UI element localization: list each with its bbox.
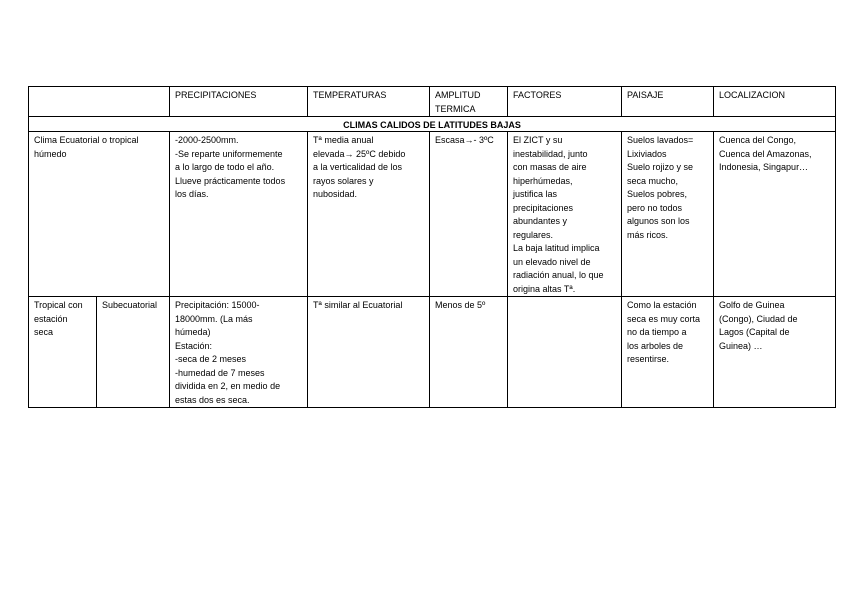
header-amplitud-line: AMPLITUD [435, 90, 481, 100]
cell-line: nubosidad. [313, 189, 358, 199]
cell-line: Como la estación [627, 300, 697, 310]
section-title-row [29, 117, 836, 132]
temperaturas-cell [308, 132, 430, 297]
climate-table [28, 86, 836, 408]
cell-line: abundantes y [513, 216, 568, 226]
cell-line: pero no todos [627, 202, 683, 213]
table-row [29, 132, 836, 297]
cell-line: El ZICT y su [513, 135, 563, 145]
cell-line: húmedo [34, 148, 67, 159]
cell-line: -humedad de 7 meses [175, 367, 265, 378]
cell-line: seca es muy corta [627, 313, 701, 324]
precipitaciones-cell [170, 132, 308, 297]
amplitud-cell [430, 132, 508, 297]
header-paisaje: PAISAJE [622, 87, 714, 117]
cell-line: Clima Ecuatorial o tropical [34, 135, 139, 145]
cell-line: Tª similar al Ecuatorial [313, 300, 403, 310]
cell-line: algunos son los [627, 216, 690, 226]
factores-cell [508, 297, 622, 408]
cell-line: húmeda) [175, 327, 211, 337]
cell-line: Subecuatorial [102, 300, 158, 310]
header-row [29, 87, 836, 117]
cell-line: justifica las [513, 189, 558, 199]
cell-line: precipitaciones [513, 202, 574, 213]
cell-line: -seca de 2 meses [175, 354, 247, 364]
cell-line: origina altas Tª. [513, 283, 576, 294]
cell-line: los días. [175, 189, 209, 199]
cell-line: a la verticalidad de los [313, 162, 403, 172]
cell-line: con masas de aire [513, 162, 587, 172]
cell-line: radiación anual, lo que [513, 270, 604, 280]
table-row [29, 297, 836, 408]
cell-line: más ricos. [627, 229, 669, 240]
header-amplitud-termica [430, 87, 508, 117]
cell-line: los arboles de [627, 340, 684, 351]
cell-line: inestabilidad, junto [513, 148, 588, 159]
climate-subtype-cell [97, 297, 170, 408]
cell-line: Lagos (Capital de [719, 327, 790, 337]
cell-line: Tropical con [34, 300, 83, 310]
cell-line: Estación: [175, 340, 213, 351]
factores-cell [508, 132, 622, 297]
cell-line: seca mucho, [627, 175, 679, 186]
header-precipitaciones: PRECIPITACIONES [170, 87, 308, 117]
cell-line: Menos de 5º [435, 300, 486, 310]
header-temperaturas: TEMPERATURAS [308, 87, 430, 117]
paisaje-cell [622, 132, 714, 297]
localizacion-cell [714, 132, 836, 297]
cell-line: Escasa→- 3ºC [435, 135, 494, 145]
cell-line: regulares. [513, 229, 554, 240]
cell-line: -Se reparte uniformemente [175, 148, 283, 159]
cell-line: -2000-2500mm. [175, 135, 239, 145]
cell-line: Suelos lavados= [627, 135, 694, 145]
cell-line: a lo largo de todo el año. [175, 162, 275, 172]
cell-line: resentirse. [627, 354, 670, 364]
climate-name-cell [29, 297, 97, 408]
paisaje-cell [622, 297, 714, 408]
cell-line: (Congo), Ciudad de [719, 313, 798, 324]
precipitaciones-cell [170, 297, 308, 408]
localizacion-cell [714, 297, 836, 408]
cell-line: Golfo de Guinea [719, 300, 785, 310]
cell-line: no da tiempo a [627, 327, 687, 337]
cell-line: estación [34, 313, 68, 324]
cell-line: Llueve prácticamente todos [175, 175, 286, 186]
cell-line: Tª media anual [313, 135, 374, 145]
cell-line: elevada→ 25ºC debido [313, 148, 406, 159]
cell-line: Suelo rojizo y se [627, 162, 694, 172]
cell-line: estas dos es seca. [175, 394, 250, 405]
cell-line: seca [34, 327, 54, 337]
cell-line: rayos solares y [313, 175, 374, 186]
cell-line: Guinea) … [719, 340, 763, 351]
header-localizacion: LOCALIZACION [714, 87, 836, 117]
cell-line: Suelos pobres, [627, 189, 688, 199]
cell-line: Lixiviados [627, 148, 667, 159]
cell-line: dividida en 2, en medio de [175, 381, 281, 391]
header-empty-cell [29, 87, 170, 117]
amplitud-cell [430, 297, 508, 408]
header-factores: FACTORES [508, 87, 622, 117]
climate-name-cell [29, 132, 170, 297]
cell-line: Indonesia, Singapur… [719, 162, 809, 172]
temperaturas-cell [308, 297, 430, 408]
cell-line: Precipitación: 15000- [175, 300, 260, 310]
cell-line: hiperhúmedas, [513, 175, 573, 186]
cell-line: un elevado nivel de [513, 256, 591, 267]
cell-line: 18000mm. (La más [175, 313, 253, 324]
cell-line: La baja latitud implica [513, 243, 600, 253]
header-amplitud-line: TERMICA [435, 103, 476, 114]
cell-line: Cuenca del Amazonas, [719, 148, 812, 159]
section-title: CLIMAS CALIDOS DE LATITUDES BAJAS [29, 117, 836, 132]
cell-line: Cuenca del Congo, [719, 135, 797, 145]
